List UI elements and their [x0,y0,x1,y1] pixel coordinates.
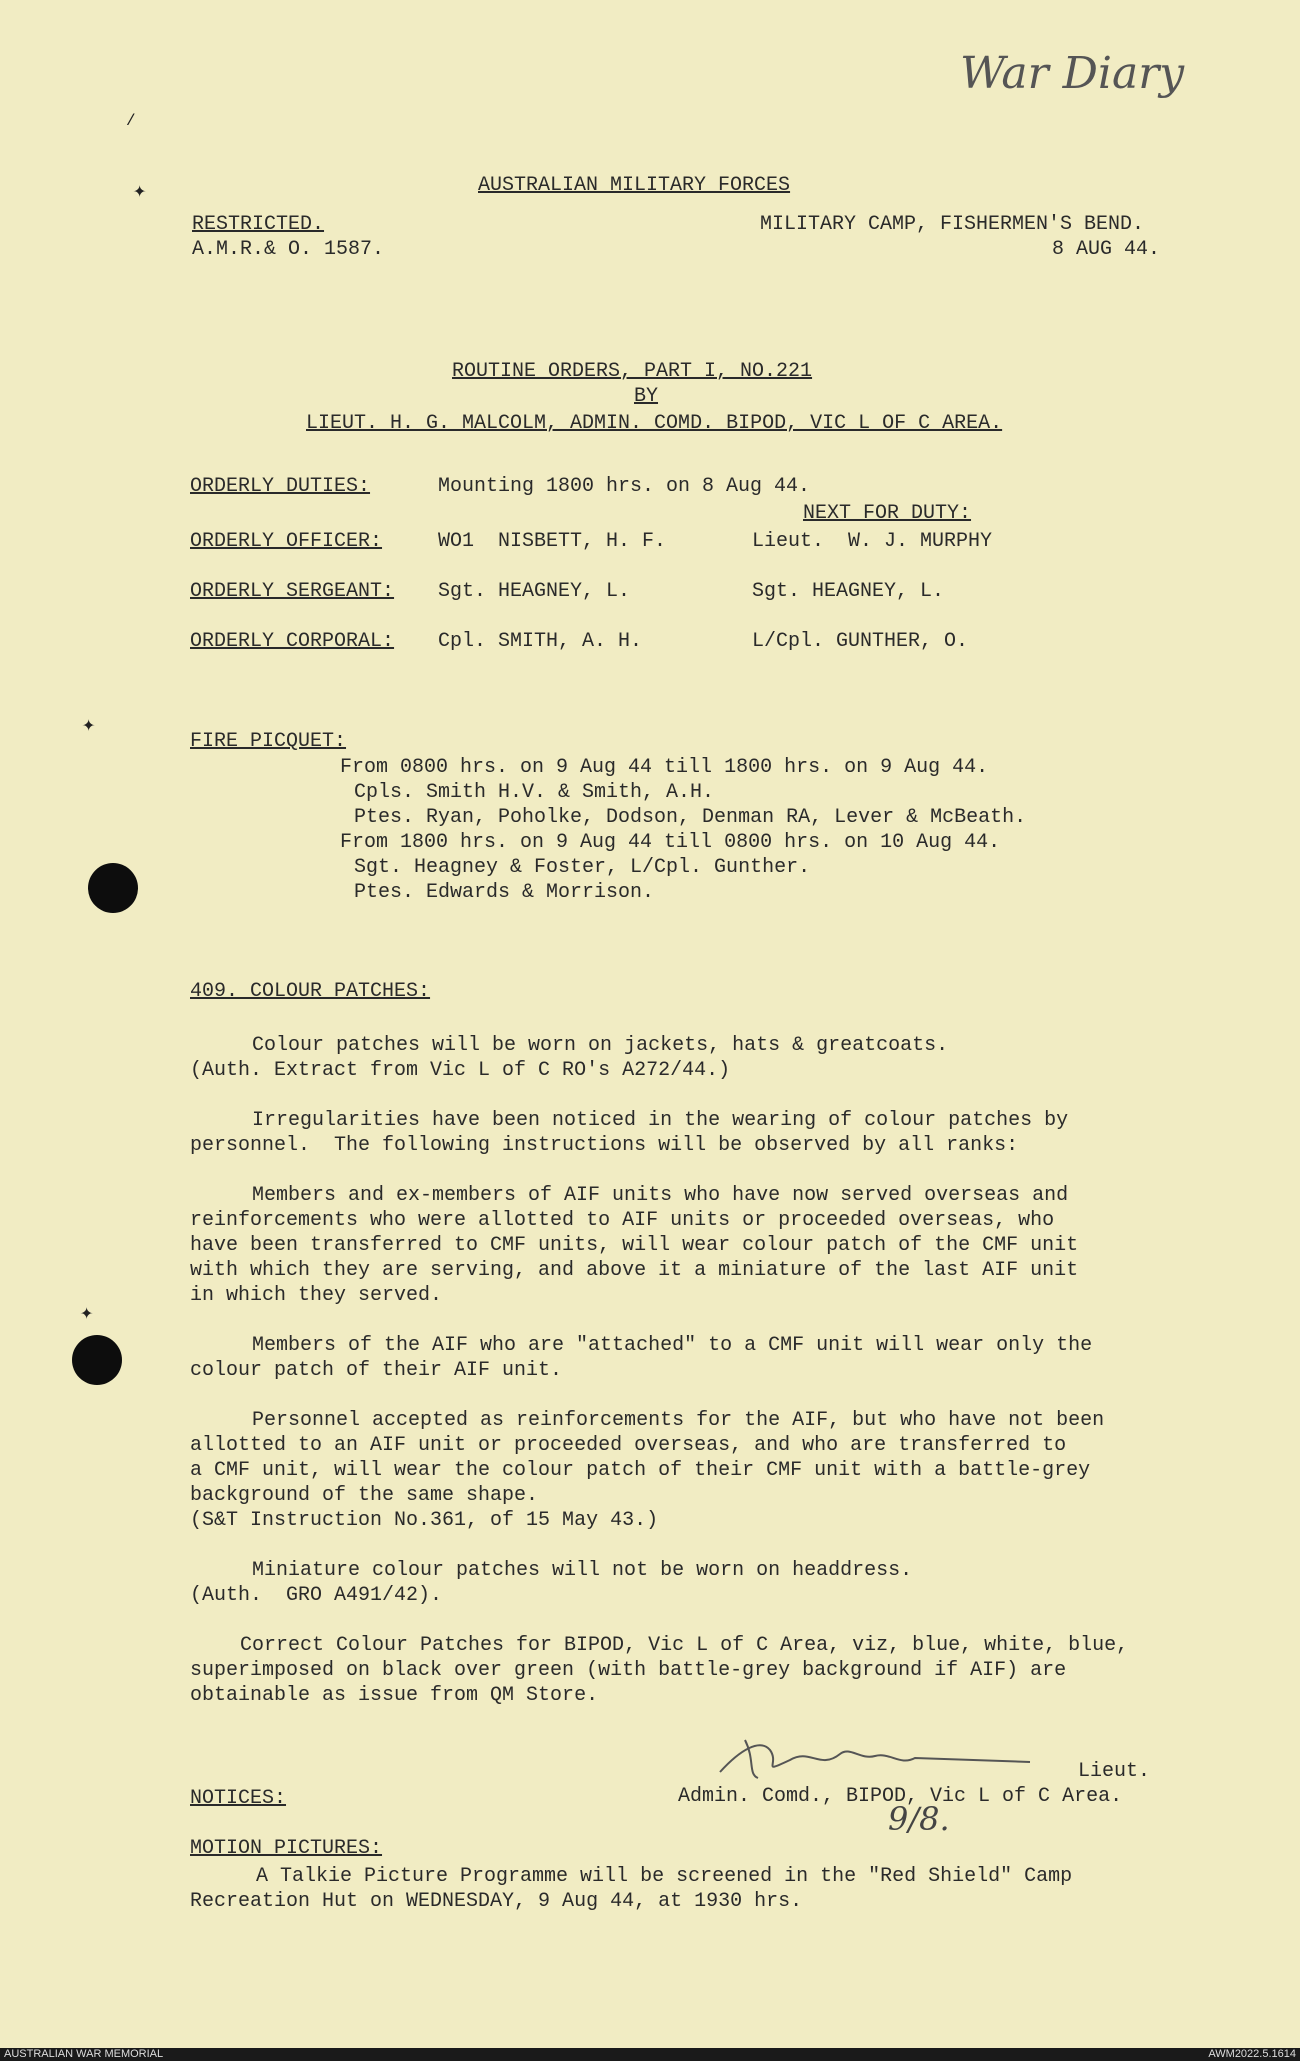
orderly-officer-current: WO1 NISBETT, H. F. [438,530,667,553]
paragraph-line: obtainable as issue from QM Store. [190,1684,599,1707]
notice-line: A Talkie Picture Programme will be screened in the "Red Shield" Camp [256,1865,1073,1888]
paragraph-line: colour patch of their AIF unit. [190,1359,563,1382]
document-title: AUSTRALIAN MILITARY FORCES [478,174,791,197]
fire-picquet-line: From 1800 hrs. on 9 Aug 44 till 0800 hrs. on 10 Aug 44. [340,831,1001,854]
paragraph-line: background of the same shape. [190,1484,539,1507]
signatory-appointment: Admin. Comd., BIPOD, Vic L of C Area. [678,1785,1123,1808]
fire-picquet-line: Cpls. Smith H.V. & Smith, A.H. [354,781,715,804]
motion-pictures-heading: MOTION PICTURES: [190,1837,383,1860]
paragraph-line: a CMF unit, will wear the colour patch of their CMF unit with a battle-grey [190,1459,1091,1482]
notice-line: Recreation Hut on WEDNESDAY, 9 Aug 44, at 1930 hrs. [190,1890,803,1913]
paragraph-line: Correct Colour Patches for BIPOD, Vic L of C Area, viz, blue, white, blue, [240,1634,1129,1657]
orderly-duties-value: Mounting 1800 hrs. on 8 Aug 44. [438,475,811,498]
handwritten-note: War Diary [960,48,1185,99]
paragraph-line: superimposed on black over green (with battle-grey background if AIF) are [190,1659,1067,1682]
orderly-sergeant-next: Sgt. HEAGNEY, L. [752,580,945,603]
orderly-sergeant-label: ORDERLY SERGEANT: [190,580,395,603]
paragraph-line: (Auth. Extract from Vic L of C RO's A272/44.) [190,1059,731,1082]
orderly-officer-next: Lieut. W. J. MURPHY [752,530,993,553]
paragraph-line: (S&T Instruction No.361, of 15 May 43.) [190,1509,659,1532]
orderly-duties-label: ORDERLY DUTIES: [190,475,371,498]
punch-hole [72,1335,122,1385]
paragraph-line: Members and ex-members of AIF units who have now served overseas and [252,1184,1069,1207]
orders-heading-officer: LIEUT. H. G. MALCOLM, ADMIN. COMD. BIPOD, VIC L OF C AREA. [306,412,1003,435]
paragraph-line: Colour patches will be worn on jackets, hats & greatcoats. [252,1034,949,1057]
restricted-label: RESTRICTED. [192,213,325,236]
orders-heading-by: BY [634,385,659,408]
paragraph-line: have been transferred to CMF units, will wear colour patch of the CMF unit [190,1234,1079,1257]
pin-mark: ✦ [80,1301,94,1326]
fire-picquet-heading: FIRE PICQUET: [190,730,347,753]
punch-hole [88,863,138,913]
fire-picquet-line: Sgt. Heagney & Foster, L/Cpl. Gunther. [354,856,811,879]
fire-picquet-line: Ptes. Edwards & Morrison. [354,881,655,904]
paragraph-line: (Auth. GRO A491/42). [190,1584,443,1607]
orderly-sergeant-current: Sgt. HEAGNEY, L. [438,580,631,603]
orderly-officer-label: ORDERLY OFFICER: [190,530,383,553]
pin-mark: / [126,112,136,130]
paragraph-line: personnel. The following instructions will be observed by all ranks: [190,1134,1019,1157]
orders-heading: ROUTINE ORDERS, PART I, NO.221 [452,360,813,383]
orderly-corporal-label: ORDERLY CORPORAL: [190,630,395,653]
reference-number: A.M.R.& O. 1587. [192,238,385,261]
paragraph-line: allotted to an AIF unit or proceeded overseas, and who are transferred to [190,1434,1067,1457]
pin-mark: ✦ [82,713,96,738]
next-for-duty-label: NEXT FOR DUTY: [803,502,972,525]
paragraph-line: Personnel accepted as reinforcements for the AIF, but who have not been [252,1409,1105,1432]
paragraph-line: in which they served. [190,1284,443,1307]
archive-credit: AUSTRALIAN WAR MEMORIAL [4,2048,164,2060]
signature-scribble [700,1730,1040,1790]
colour-patches-heading: 409. COLOUR PATCHES: [190,980,431,1003]
paragraph-line: Irregularities have been noticed in the wearing of colour patches by [252,1109,1069,1132]
paragraph-line: Miniature colour patches will not be worn on headdress. [252,1559,913,1582]
paragraph-line: with which they are serving, and above it a miniature of the last AIF unit [190,1259,1079,1282]
fire-picquet-line: Ptes. Ryan, Poholke, Dodson, Denman RA, Lever & McBeath. [354,806,1027,829]
paragraph-line: reinforcements who were allotted to AIF units or proceeded overseas, who [190,1209,1055,1232]
notices-heading: NOTICES: [190,1787,287,1810]
orderly-corporal-next: L/Cpl. GUNTHER, O. [752,630,969,653]
orderly-corporal-current: Cpl. SMITH, A. H. [438,630,643,653]
fire-picquet-line: From 0800 hrs. on 9 Aug 44 till 1800 hrs. on 9 Aug 44. [340,756,989,779]
location: MILITARY CAMP, FISHERMEN'S BEND. [760,213,1145,236]
document-date: 8 AUG 44. [1052,238,1161,261]
signatory-rank: Lieut. [1078,1760,1151,1783]
pin-mark: ✦ [133,179,147,204]
handwritten-date: 9/8. [888,1800,950,1838]
archive-accession-number: AWM2022.5.1614 [1208,2048,1296,2060]
paragraph-line: Members of the AIF who are "attached" to a CMF unit will wear only the [252,1334,1093,1357]
